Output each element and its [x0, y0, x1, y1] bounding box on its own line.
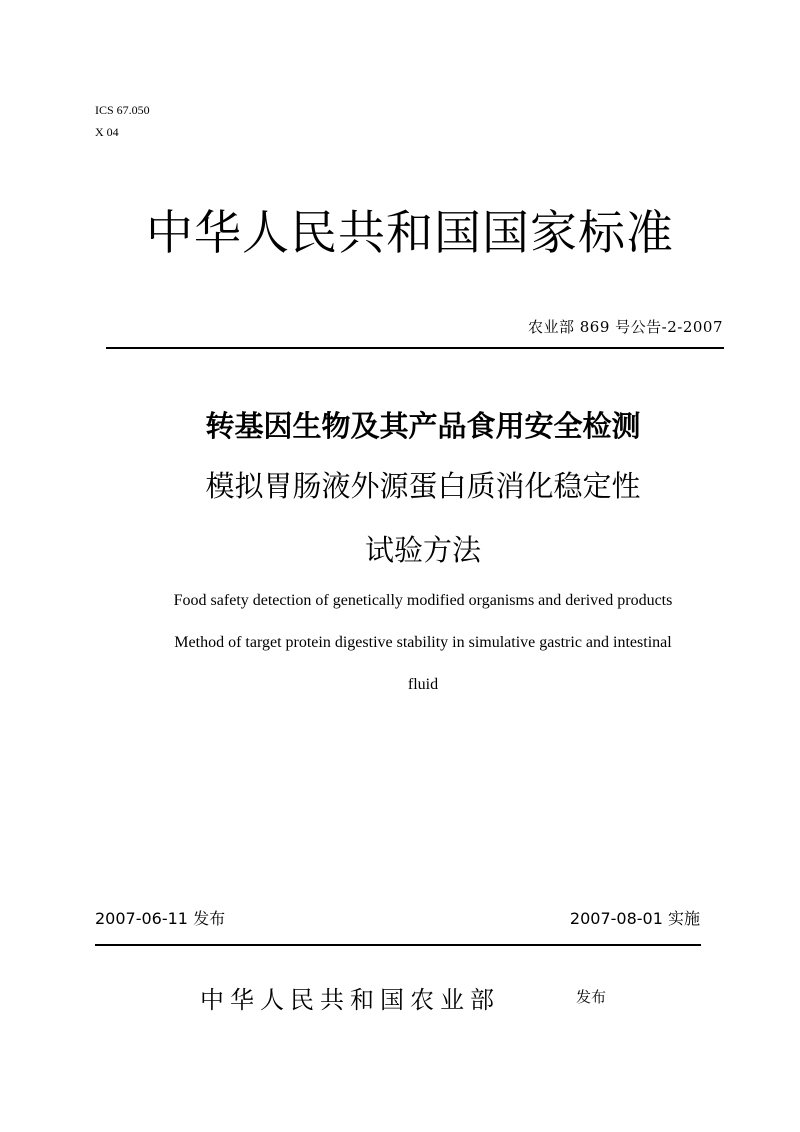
title-en-line1: Food safety detection of genetically modified organisms and derived products	[173, 592, 673, 609]
publish-label: 发布	[576, 988, 607, 1006]
title-cn-line1: 转基因生物及其产品食用安全检测	[205, 409, 641, 443]
title-cn-line3: 试验方法	[364, 533, 481, 567]
class-code: X 04	[95, 125, 119, 139]
document-number: 农业部 869 号公告-2-2007	[527, 318, 723, 336]
title-cn-line2: 模拟胃肠液外源蛋白质消化稳定性	[205, 469, 641, 503]
bottom-divider	[95, 944, 701, 946]
issue-date: 2007-06-11 发布	[95, 909, 226, 928]
title-en-line3: fluid	[407, 676, 439, 693]
ics-code: ICS 67.050	[95, 103, 150, 117]
classification-codes	[95, 99, 150, 143]
top-divider	[106, 347, 724, 349]
publisher: 中华人民共和国农业部	[200, 986, 500, 1014]
standard-title: 中华人民共和国国家标准	[146, 206, 674, 261]
title-en-line2: Method of target protein digestive stability in simulative gastric and intestinal	[174, 634, 672, 651]
implementation-date: 2007-08-01 实施	[569, 909, 700, 928]
